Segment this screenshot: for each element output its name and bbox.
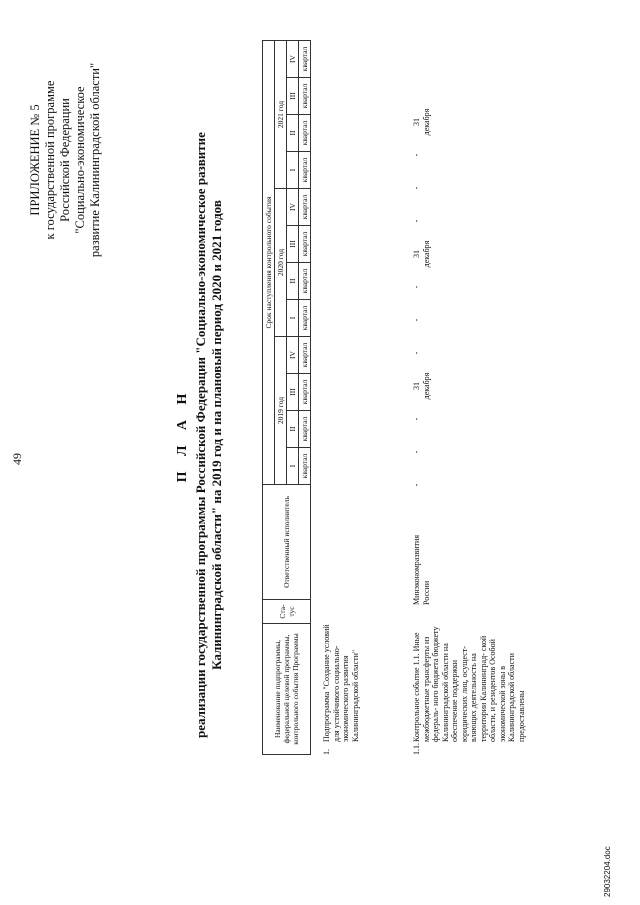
- quarter-num: IV: [287, 337, 299, 374]
- header-deadline: Срок наступления контрольного события: [263, 41, 275, 485]
- header-name: Наименование подпрограммы, федеральной целевой программы, контрольного события Программы: [263, 624, 311, 755]
- quarter-num: I: [287, 152, 299, 189]
- row-number: 1.1.: [412, 743, 421, 755]
- row-executor: Минэкономразвития России: [412, 534, 431, 605]
- deadline-cell: -: [412, 318, 421, 322]
- quarter-word: квартал: [299, 115, 311, 152]
- header-year: 2021 год: [275, 41, 287, 189]
- row-number: 1.: [322, 749, 331, 755]
- annex-line: ПРИЛОЖЕНИЕ № 5: [28, 104, 42, 216]
- quarter-word: квартал: [299, 152, 311, 189]
- header-executor: Ответственный исполнитель: [263, 485, 311, 600]
- subtitle-line: реализации государственной программы Российской Федерации "Социально-экономическое развитие: [193, 132, 208, 738]
- annex-line: Российской Федерации: [58, 98, 72, 222]
- quarter-word: квартал: [299, 411, 311, 448]
- quarter-word: квартал: [299, 448, 311, 485]
- quarter-num: III: [287, 374, 299, 411]
- quarter-num: I: [287, 300, 299, 337]
- header-status: Ста- тус: [263, 600, 311, 624]
- quarter-word: квартал: [299, 337, 311, 374]
- plan-subtitle: [193, 75, 225, 795]
- page-number: 49: [10, 453, 24, 465]
- deadline-cell: -: [412, 285, 421, 289]
- deadline-cell: 31 декабря: [412, 372, 431, 400]
- plan-table-header: [262, 40, 311, 755]
- annex-line: "Социально-экономическое: [73, 86, 87, 234]
- quarter-word: квартал: [299, 374, 311, 411]
- deadline-cell: -: [412, 450, 421, 454]
- quarter-word: квартал: [299, 226, 311, 263]
- deadline-cell: -: [412, 483, 421, 487]
- quarter-num: II: [287, 263, 299, 300]
- quarter-num: IV: [287, 189, 299, 226]
- header-year: 2020 год: [275, 189, 287, 337]
- quarter-num: III: [287, 226, 299, 263]
- header-year: 2019 год: [275, 337, 287, 485]
- deadline-cell: -: [412, 351, 421, 355]
- deadline-cell: 31 декабря: [412, 108, 431, 136]
- quarter-num: IV: [287, 41, 299, 78]
- plan-title: П Л А Н: [175, 387, 190, 483]
- row-name: Подпрограмма "Создание условий для устойчивого социально-экономического развития Калининградской области": [322, 624, 360, 742]
- quarter-num: II: [287, 115, 299, 152]
- quarter-num: I: [287, 448, 299, 485]
- annex-line: развитие Калининградской области": [88, 62, 102, 258]
- quarter-word: квартал: [299, 263, 311, 300]
- document-code: 29032204.doc: [603, 846, 612, 897]
- quarter-word: квартал: [299, 300, 311, 337]
- deadline-cell: -: [412, 417, 421, 421]
- quarter-num: III: [287, 78, 299, 115]
- quarter-word: квартал: [299, 41, 311, 78]
- annex-block: [28, 15, 103, 305]
- quarter-word: квартал: [299, 189, 311, 226]
- annex-line: к государственной программе: [43, 80, 57, 240]
- deadline-cell: -: [412, 219, 421, 223]
- deadline-cell: -: [412, 153, 421, 157]
- subtitle-line: Калининградской области" на 2019 год и на плановый период 2020 и 2021 годов: [209, 200, 224, 670]
- quarter-num: II: [287, 411, 299, 448]
- quarter-word: квартал: [299, 78, 311, 115]
- deadline-cell: 31 декабря: [412, 240, 431, 268]
- deadline-cell: -: [412, 186, 421, 190]
- row-name: Контрольное событие 1.1. Иные межбюджетные трансферты из федераль- ного бюджета бюджету Калининградской области на обеспечение поддержки юридических лиц, осущест- вляющих деятельность на территории Калининград- ской области, и резидентов Особой экономической зоны в Калининградской области предоставлены: [412, 626, 526, 742]
